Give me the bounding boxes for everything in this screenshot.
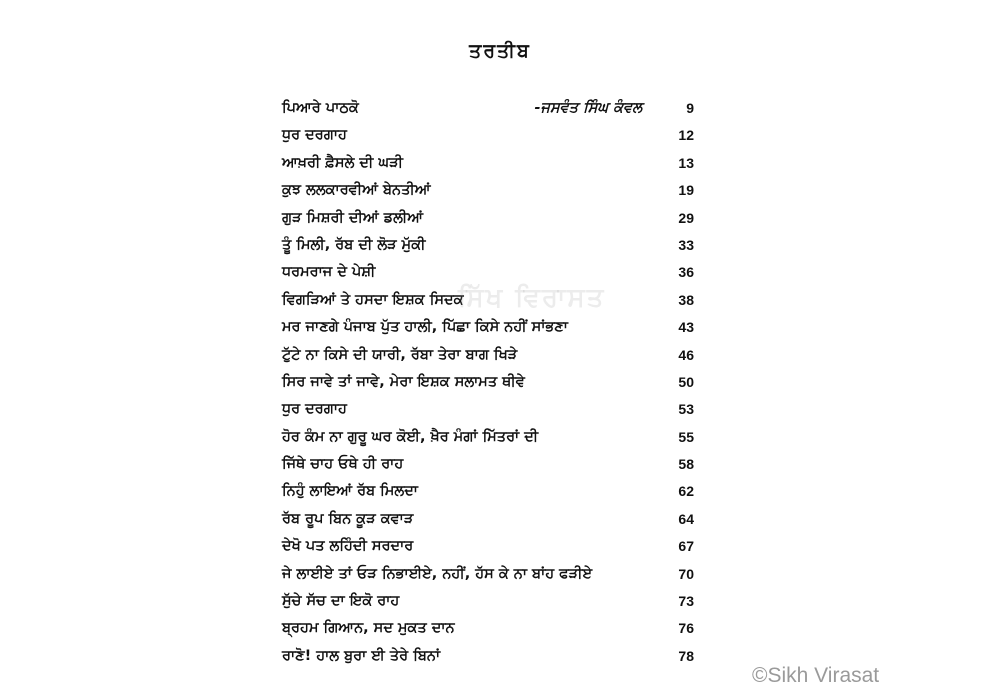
- toc-entry-page-number: 38: [678, 291, 694, 308]
- toc-entry: [282, 615, 694, 642]
- toc-entry: [282, 588, 694, 615]
- toc-entry-title: ਜਿੱਥੇ ਚਾਹ ਓਥੇ ਹੀ ਰਾਹ: [282, 456, 404, 473]
- toc-entry: [282, 122, 694, 149]
- toc-entry: [282, 396, 694, 423]
- toc-entry-page-number: 58: [678, 456, 694, 473]
- toc-entry-page-number: 55: [678, 428, 694, 445]
- toc-entry: [282, 506, 694, 533]
- toc-entry-title: ਧੁਰ ਦਰਗਾਹ: [282, 401, 347, 418]
- toc-entry-page-number: 78: [678, 647, 694, 664]
- toc-entry-page-number: 53: [678, 401, 694, 418]
- toc-entry-title: ਆਖ਼ਰੀ ਫ਼ੈਸਲੇ ਦੀ ਘੜੀ: [282, 154, 404, 171]
- toc-entry-page-number: 76: [678, 620, 694, 637]
- watermark-corner: ©Sikh Virasat: [752, 664, 880, 687]
- toc-entry-page-number: 9: [686, 100, 694, 116]
- toc-entry-page-number: 13: [678, 154, 694, 171]
- toc-entry-page-number: 64: [678, 510, 694, 527]
- toc-entry-title: ਟੁੱਟੇ ਨਾ ਕਿਸੇ ਦੀ ਯਾਰੀ, ਰੱਬਾ ਤੇਰਾ ਬਾਗ ਖਿੜੇ: [282, 346, 518, 363]
- table-of-contents: [282, 95, 694, 670]
- toc-entry-page-number: 33: [678, 236, 694, 253]
- toc-entry: [282, 342, 694, 369]
- toc-entry-page-number: 73: [678, 593, 694, 610]
- toc-entry: [282, 205, 694, 232]
- toc-entry-title: ਵਿਗੜਿਆਂ ਤੇ ਹਸਦਾ ਇਸ਼ਕ ਸਿਦਕ: [282, 291, 464, 308]
- toc-entry-title: ਤੂੰ ਮਿਲੀ, ਰੱਬ ਦੀ ਲੋੜ ਮੁੱਕੀ: [282, 236, 426, 253]
- toc-entry: [282, 369, 694, 396]
- toc-entry-page-number: 19: [678, 182, 694, 199]
- toc-entry: [282, 177, 694, 204]
- toc-entry-title: ਹੋਰ ਕੰਮ ਨਾ ਗੁਰੂ ਘਰ ਕੋਈ, ਖ਼ੈਰ ਮੰਗਾਂ ਮਿੱਤਰਾਂ ਦੀ: [282, 428, 539, 445]
- toc-entry-page-number: 70: [678, 565, 694, 582]
- toc-entry-title: ਸੁੱਚੇ ਸੱਚ ਦਾ ਇਕੋ ਰਾਹ: [282, 593, 400, 610]
- toc-entry-title: ਰਾਣੋ! ਹਾਲ ਬੁਰਾ ਈ ਤੇਰੇ ਬਿਨਾਂ: [282, 647, 441, 664]
- toc-entry-title: ਜੇ ਲਾਈਏ ਤਾਂ ਓੜ ਨਿਭਾਈਏ, ਨਹੀਂ, ਹੱਸ ਕੇ ਨਾ ਬਾਂਹ ਫੜੀਏ: [282, 565, 593, 582]
- toc-entry: [282, 287, 694, 314]
- toc-entry-page-number: 50: [678, 373, 694, 390]
- toc-entry-author: -ਜਸਵੰਤ ਸਿੰਘ ਕੰਵਲ: [534, 100, 642, 116]
- toc-entry-title: ਸਿਰ ਜਾਵੇ ਤਾਂ ਜਾਵੇ, ਮੇਰਾ ਇਸ਼ਕ ਸਲਾਮਤ ਥੀਵੇ: [282, 373, 525, 390]
- toc-entry: [282, 232, 694, 259]
- toc-entry-page-number: 12: [678, 127, 694, 144]
- watermark-center: ਸਿੱਖ ਵਿਰਾਸਤ: [458, 283, 606, 313]
- toc-entry-page-number: 43: [678, 319, 694, 336]
- toc-entry: [282, 561, 694, 588]
- toc-entry: [282, 314, 694, 341]
- toc-entry: [282, 259, 694, 286]
- toc-entry-page-number: 36: [678, 264, 694, 281]
- toc-entry-title: ਧਰਮਰਾਜ ਦੇ ਪੇਸ਼ੀ: [282, 264, 376, 281]
- toc-entry: [282, 95, 694, 122]
- toc-entry-page-number: 29: [678, 209, 694, 226]
- toc-entry: [282, 643, 694, 670]
- toc-entry: [282, 478, 694, 505]
- toc-entry-title: ਗੁੜ ਮਿਸ਼ਰੀ ਦੀਆਂ ਡਲੀਆਂ: [282, 209, 424, 226]
- page-title: ਤਰਤੀਬ: [469, 40, 531, 62]
- toc-entry-title: ਦੇਖੋ ਪਤ ਲਹਿੰਦੀ ਸਰਦਾਰ: [282, 538, 414, 555]
- toc-entry-page-number: 46: [678, 346, 694, 363]
- toc-entry-title: ਧੁਰ ਦਰਗਾਹ: [282, 127, 347, 144]
- toc-entry-title: ਕੁਝ ਲਲਕਾਰਵੀਆਂ ਬੇਨਤੀਆਂ: [282, 182, 431, 199]
- toc-entry-title: ਰੱਬ ਰੂਪ ਬਿਨ ਕੂੜ ਕਵਾੜ: [282, 510, 414, 527]
- toc-entry: [282, 533, 694, 560]
- toc-entry-title: ਨਿਹੁੰ ਲਾਇਆਂ ਰੱਬ ਮਿਲਦਾ: [282, 483, 418, 500]
- toc-entry-title: ਮਰ ਜਾਣਗੇ ਪੰਜਾਬ ਪੁੱਤ ਹਾਲੀ, ਪਿੱਛਾ ਕਿਸੇ ਨਹੀਂ ਸਾਂਭਣਾ: [282, 319, 568, 336]
- toc-entry: [282, 424, 694, 451]
- toc-entry-page-number: 67: [678, 538, 694, 555]
- toc-entry-title: ਪਿਆਰੇ ਪਾਠਕੋ: [282, 100, 359, 116]
- toc-entry-title: ਬ੍ਰਹਮ ਗਿਆਨ, ਸਦ ਮੁਕਤ ਦਾਨ: [282, 620, 455, 637]
- toc-entry: [282, 150, 694, 177]
- toc-entry: [282, 451, 694, 478]
- toc-entry-page-number: 62: [678, 483, 694, 500]
